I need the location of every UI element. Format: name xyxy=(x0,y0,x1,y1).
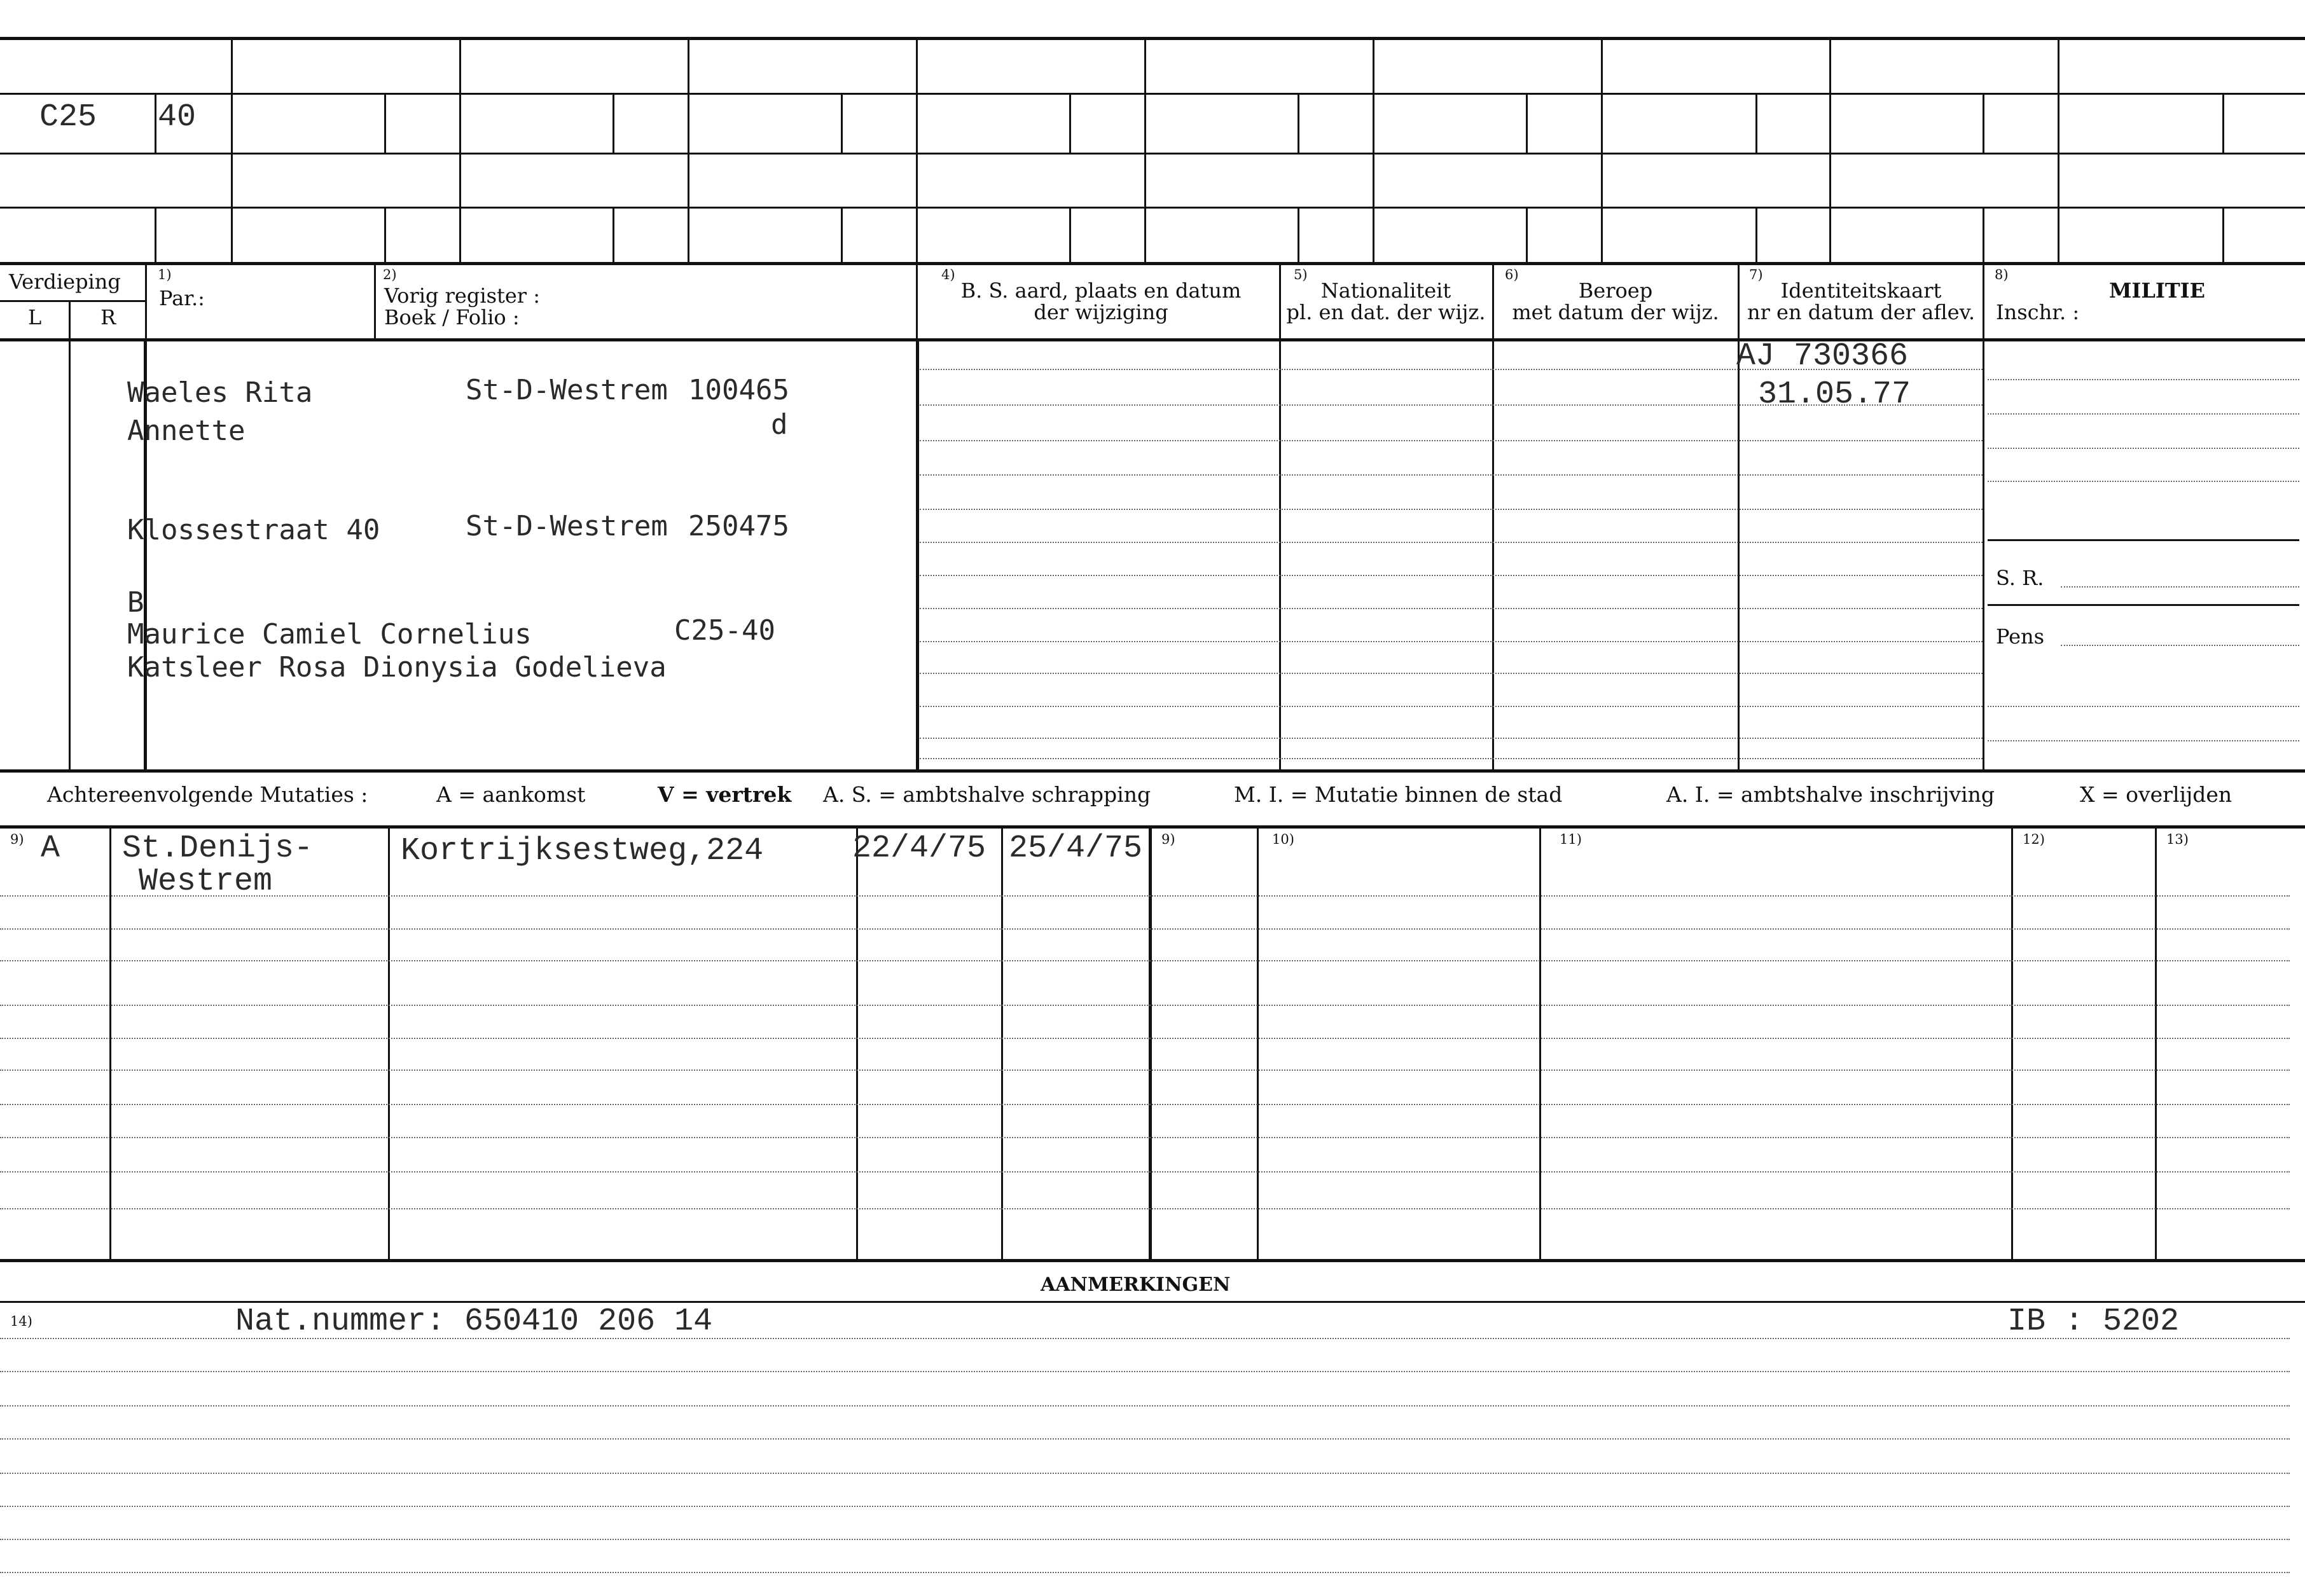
enrolment-label: Inschr. : xyxy=(1996,300,2080,324)
civil-status-label: B. S. aard, plaats en datum xyxy=(960,279,1242,303)
par-label: Par.: xyxy=(159,286,205,310)
legend-x: X = overlijden xyxy=(2080,782,2232,807)
col-2-num: 2) xyxy=(383,267,397,282)
birth-place: St-D-Westrem xyxy=(466,374,668,406)
address: Klossestraat 40 xyxy=(127,514,380,546)
col-10-num: 10) xyxy=(1272,832,1294,847)
pens-label: Pens xyxy=(1996,624,2045,649)
name-line-1: Waeles Rita xyxy=(127,376,313,409)
legend-title: Achtereenvolgende Mutaties : xyxy=(47,782,368,807)
profession-label: Beroep xyxy=(1578,279,1653,303)
mutation-place-1: St.Denijs- xyxy=(122,830,314,867)
mutation-type: A xyxy=(41,830,60,867)
birth-suffix: d xyxy=(771,408,788,441)
name-line-2: Annette xyxy=(127,415,246,447)
col-6-num: 6) xyxy=(1505,267,1519,282)
col-9-num: 9) xyxy=(10,832,24,847)
col-14-num: 14) xyxy=(10,1314,32,1329)
ib-number: IB : 5202 xyxy=(2007,1304,2180,1340)
col-7-num: 7) xyxy=(1749,267,1763,282)
sr-label: S. R. xyxy=(1996,566,2044,590)
legend-v: V = vertrek xyxy=(658,782,792,807)
col-13-num: 13) xyxy=(2166,832,2189,847)
national-number: Nat.nummer: 650410 206 14 xyxy=(235,1304,713,1340)
mutation-date-1: 22/4/75 xyxy=(852,830,986,867)
mutation-street: Kortrijksestweg,224 xyxy=(401,833,764,869)
militia-title: MILITIE xyxy=(2109,279,2206,303)
floor-l-label: L xyxy=(28,305,42,329)
col-9b-num: 9) xyxy=(1161,832,1175,847)
mutation-date-2: 25/4/75 xyxy=(1009,830,1143,867)
id-card-label: Identiteitskaart xyxy=(1780,279,1942,303)
birth-date: 100465 xyxy=(688,374,789,406)
mother-name: Katsleer Rosa Dionysia Godelieva xyxy=(127,651,667,684)
legend-a: A = aankomst xyxy=(436,782,586,807)
marker-b: B xyxy=(127,586,144,619)
prev-register-label: Vorig register : xyxy=(384,284,541,308)
mutation-place-2: Westrem xyxy=(139,863,273,900)
col-5-num: 5) xyxy=(1294,267,1308,282)
col-4-num: 4) xyxy=(941,267,955,282)
code-left: C25 xyxy=(39,99,97,135)
col-1-num: 1) xyxy=(158,267,172,282)
remarks-title: AANMERKINGEN xyxy=(1041,1274,1231,1296)
col-11-num: 11) xyxy=(1560,832,1582,847)
nationality-label: Nationaliteit xyxy=(1320,279,1451,303)
book-folio-label: Boek / Folio : xyxy=(384,305,520,329)
address-date: 250475 xyxy=(688,510,789,542)
floor-label: Verdieping xyxy=(9,270,121,294)
id-card-number: AJ 730366 xyxy=(1736,338,1909,375)
col-12-num: 12) xyxy=(2023,832,2045,847)
col-8-num: 8) xyxy=(1995,267,2009,282)
address-place: St-D-Westrem xyxy=(466,510,668,542)
legend-as: A. S. = ambtshalve schrapping xyxy=(823,782,1151,807)
profession-sub: met datum der wijz. xyxy=(1512,300,1719,324)
code-right: 40 xyxy=(158,99,197,135)
floor-r-label: R xyxy=(100,305,116,329)
nationality-sub: pl. en dat. der wijz. xyxy=(1286,300,1486,324)
civil-status-sub: der wijziging xyxy=(1034,300,1168,324)
father-name: Maurice Camiel Cornelius xyxy=(127,618,532,650)
id-card-date: 31.05.77 xyxy=(1758,376,1911,413)
id-card-sub: nr en datum der aflev. xyxy=(1747,300,1976,324)
legend-mi: M. I. = Mutatie binnen de stad xyxy=(1234,782,1563,807)
legend-ai: A. I. = ambtshalve inschrijving xyxy=(1666,782,1995,807)
father-code: C25-40 xyxy=(674,614,775,647)
